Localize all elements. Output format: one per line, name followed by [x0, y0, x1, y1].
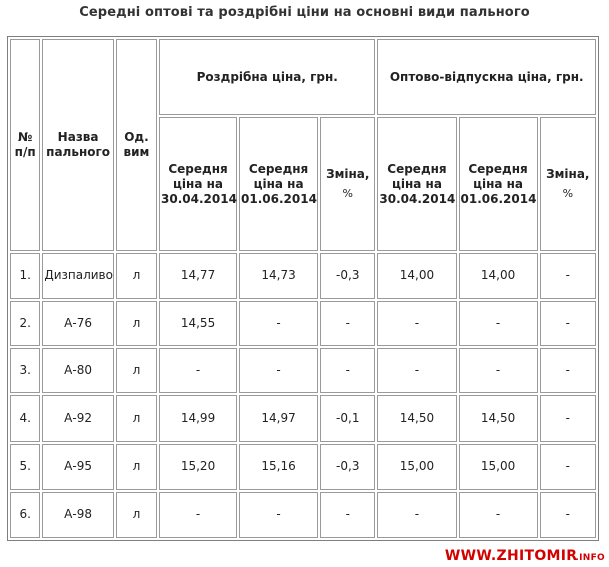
cell-retail-0430: 14,55: [159, 301, 237, 346]
cell-fuel-name: А-80: [42, 348, 114, 393]
table-row: [10, 253, 596, 299]
site-watermark: [445, 548, 605, 564]
cell-wholesale-change: -: [540, 253, 596, 299]
cell-wholesale-0430: -: [377, 492, 456, 538]
cell-wholesale-change: -: [540, 492, 596, 538]
watermark-main: WWW.ZHITOMIR: [444, 548, 578, 564]
cell-wholesale-0430: 14,50: [377, 395, 456, 441]
cell-retail-0601: -: [239, 492, 318, 538]
cell-number: 2.: [10, 301, 40, 346]
cell-retail-change: -: [320, 301, 375, 346]
cell-retail-0430: 14,99: [159, 395, 237, 441]
header-retail-change: [320, 117, 375, 251]
table-row: [10, 444, 596, 490]
cell-wholesale-change: -: [540, 301, 596, 346]
header-unit: Од. вим: [116, 39, 157, 251]
cell-fuel-name: А-95: [42, 444, 114, 490]
cell-fuel-name: А-76: [42, 301, 114, 346]
cell-retail-0430: -: [159, 492, 237, 538]
cell-wholesale-0601: -: [459, 348, 538, 393]
header-retail-avg-0601: Середня ціна на 01.06.2014: [239, 117, 318, 251]
fuel-price-table: [7, 36, 599, 541]
cell-retail-change: -0,3: [320, 253, 375, 299]
watermark-tld: .INFO: [575, 553, 605, 563]
cell-number: 5.: [10, 444, 40, 490]
table-row: [10, 301, 596, 346]
cell-retail-change: -0,1: [320, 395, 375, 441]
header-wholesale-avg-0601: Середня ціна на 01.06.2014: [459, 117, 538, 251]
header-wholesale-change-label: Зміна,: [546, 167, 590, 182]
cell-retail-0601: 15,16: [239, 444, 318, 490]
cell-wholesale-change: -: [540, 444, 596, 490]
cell-number: 3.: [10, 348, 40, 393]
cell-unit: л: [116, 301, 157, 346]
cell-unit: л: [116, 253, 157, 299]
cell-wholesale-0430: 15,00: [377, 444, 456, 490]
cell-number: 4.: [10, 395, 40, 441]
cell-retail-change: -: [320, 492, 375, 538]
cell-wholesale-change: -: [540, 395, 596, 441]
cell-number: 6.: [10, 492, 40, 538]
header-wholesale-avg-0430: Середня ціна на 30.04.2014: [377, 117, 456, 251]
cell-wholesale-0601: 14,50: [459, 395, 538, 441]
cell-wholesale-0601: 15,00: [459, 444, 538, 490]
page-title: Середні оптові та роздрібні ціни на основні види пального: [79, 5, 530, 20]
cell-wholesale-0430: -: [377, 348, 456, 393]
cell-wholesale-0601: -: [459, 492, 538, 538]
cell-retail-0430: 15,20: [159, 444, 237, 490]
cell-wholesale-0601: -: [459, 301, 538, 346]
table-row: [10, 395, 596, 441]
table-row: [10, 348, 596, 393]
cell-unit: л: [116, 444, 157, 490]
cell-retail-0601: -: [239, 301, 318, 346]
cell-fuel-name: А-98: [42, 492, 114, 538]
cell-number: 1.: [10, 253, 40, 299]
header-fuel-name: Назва пального: [42, 39, 114, 251]
header-retail-change-label: Зміна,: [326, 167, 370, 182]
cell-retail-change: -0,3: [320, 444, 375, 490]
header-retail-change-unit: %: [342, 187, 353, 201]
table-row: [10, 492, 596, 538]
cell-retail-0601: -: [239, 348, 318, 393]
cell-fuel-name: А-92: [42, 395, 114, 441]
cell-unit: л: [116, 395, 157, 441]
cell-fuel-name: Дизпаливо: [42, 253, 114, 299]
cell-retail-0430: -: [159, 348, 237, 393]
header-number: № п/п: [10, 39, 40, 251]
cell-unit: л: [116, 492, 157, 538]
cell-wholesale-change: -: [540, 348, 596, 393]
cell-wholesale-0430: -: [377, 301, 456, 346]
header-wholesale-change-unit: %: [562, 187, 574, 201]
header-retail-avg-0430: Середня ціна на 30.04.2014: [159, 117, 237, 251]
cell-retail-0601: 14,97: [239, 395, 318, 441]
cell-retail-0601: 14,73: [239, 253, 318, 299]
cell-wholesale-0601: 14,00: [459, 253, 538, 299]
cell-wholesale-0430: 14,00: [377, 253, 456, 299]
header-wholesale-price: Оптово-відпускна ціна, грн.: [377, 39, 596, 115]
cell-retail-change: -: [320, 348, 375, 393]
header-retail-price: Роздрібна ціна, грн.: [159, 39, 375, 115]
cell-unit: л: [116, 348, 157, 393]
cell-retail-0430: 14,77: [159, 253, 237, 299]
header-wholesale-change: [540, 117, 596, 251]
